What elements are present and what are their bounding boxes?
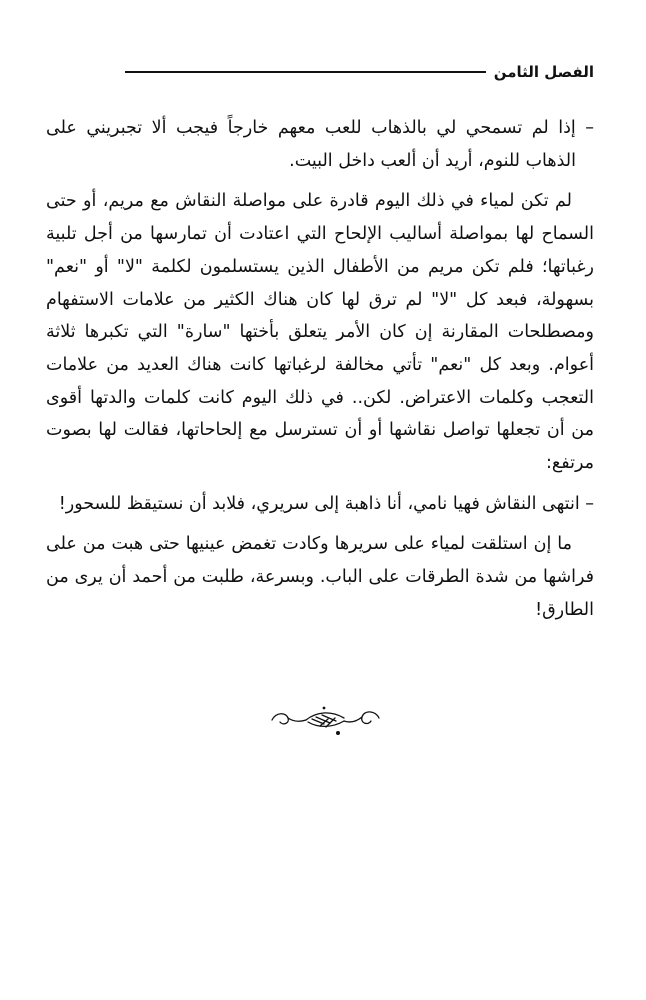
chapter-title: الفصل الثامن	[493, 63, 594, 81]
dialogue-paragraph: – انتهى النقاش فهيا نامي، أنا ذاهبة إلى سريري، فلابد أن نستيقظ للسحور!	[58, 493, 594, 514]
narrative-paragraph: ما إن استلقت لمياء على سريرها وكادت تغمض عينيها حتى هبت من على فراشها من شدة الطرقات على الباب. وبسرعة، طلبت من أحمد أن يرى من الطارق!	[46, 534, 594, 620]
body-text	[46, 112, 594, 635]
narrative-paragraph: لم تكن لمياء في ذلك اليوم قادرة على مواصلة النقاش مع مريم، أو حتى السماح لها بمواصلة أساليب الإلحاح التي اعتادت أن تمارسها من أجل تلبية رغباتها؛ فلم تكن مريم من الأطفال الذين يستسلمون لكلمة "لا" أو "نعم" بسهولة، فبعد كل "لا" لم ترق لها كان هناك الكثير من علامات الاستفهام ومصطلحات المقارنة إن كان الأمر يتعلق بأختها "سارة" التي تكبرها ثلاثة أعوام. وبعد كل "نعم" تأتي مخالفة لرغباتها كانت هناك العديد من علامات التعجب وكلمات الاعتراض. لكن.. في ذلك اليوم كانت كلمات والدتها أقوى من أن تجعلها تواصل نقاشها أو أن تسترسل مع إلحاحاتها، فقالت لها بصوت مرتفع:	[46, 191, 594, 474]
chapter-header	[125, 58, 594, 86]
dialogue-paragraph: – إذا لم تسمحي لي بالذهاب للعب معهم خارجاً فيجب ألا تجبريني على الذهاب للنوم، أريد أن ألعب داخل البيت.	[46, 118, 594, 171]
header-rule	[125, 71, 486, 73]
floral-divider-icon	[268, 700, 383, 740]
